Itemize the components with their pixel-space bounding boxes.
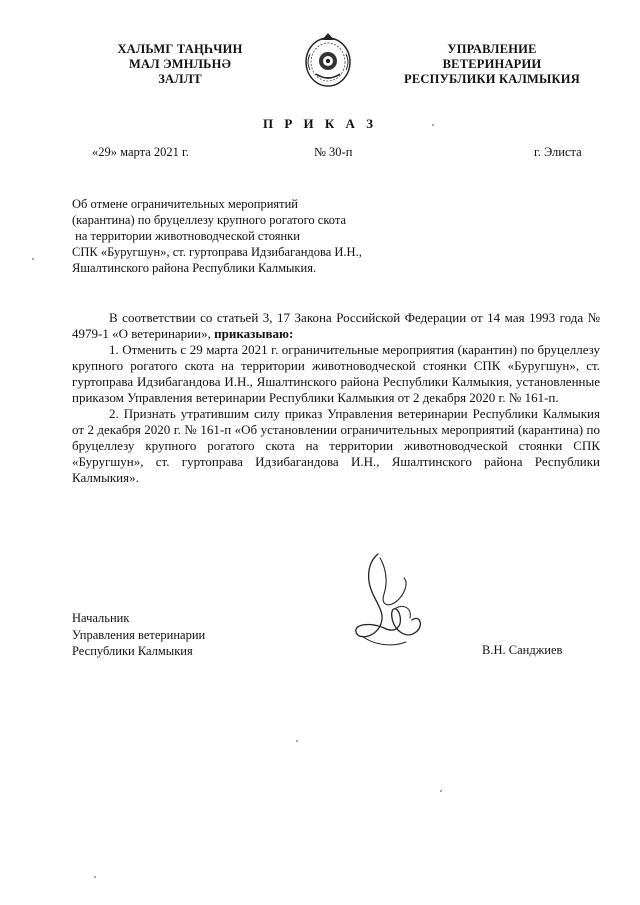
document-date: «29» марта 2021 г. bbox=[92, 145, 189, 159]
header-right-line: УПРАВЛЕНИЕ bbox=[447, 42, 537, 56]
header-left-line: МАЛ ЭМНЛЬНӘ bbox=[129, 57, 231, 71]
signatory-title-line: Начальник bbox=[72, 611, 130, 625]
coat-of-arms-emblem-icon bbox=[302, 30, 354, 90]
body-item-1: 1. Отменить с 29 марта 2021 г. ограничительные мероприятия (карантин) по бруцеллезу крупного рогатого скота на территории животноводческой стоянки СПК «Буругшун», ст. гуртоправа Идзибагандова И.Н., Яшалтинского района Республики Калмыкия, установленные приказом Управления ветеринарии Республики Калмыкия от 2 декабря 2020 г. № 161-п. bbox=[72, 342, 600, 405]
signatory-title bbox=[72, 610, 205, 660]
subject-line: Яшалтинского района Республики Калмыкия. bbox=[72, 261, 317, 275]
document-number: № 30-п bbox=[314, 145, 353, 159]
handwritten-signature-icon bbox=[350, 548, 434, 658]
subject-line: СПК «Буругшун», ст. гуртоправа Идзибагандова И.Н., bbox=[72, 245, 362, 259]
header-left-line: ХАЛЬМГ ТАҢҺЧИН bbox=[117, 42, 243, 56]
subject-line: Об отмене ограничительных мероприятий bbox=[72, 197, 299, 211]
scan-speck bbox=[94, 876, 96, 878]
scan-speck bbox=[32, 258, 34, 260]
subject-line: на территории животноводческой стоянки bbox=[72, 229, 300, 243]
preamble-text: В соответствии со статьей 3, 17 Закона Российской Федерации от 14 мая 1993 года № 4979-1 «О ветеринарии», bbox=[72, 310, 600, 341]
subject-line: (карантина) по бруцеллезу крупного рогатого скота bbox=[72, 213, 347, 227]
body-preamble bbox=[72, 310, 600, 342]
signatory-name: В.Н. Санджиев bbox=[482, 643, 563, 657]
preamble-order-word: приказываю: bbox=[214, 326, 294, 341]
body-item-2: 2. Признать утратившим силу приказ Управления ветеринарии Республики Калмыкия от 2 декабря 2020 г. № 161-п «Об установлении ограничительных мероприятий (карантина) по бруцеллезу крупного рогатого скота на территории животноводческой стоянки СПК «Буругшун», ст. гуртоправа Идзибагандова И.Н., Яшалтинского района Республики Калмыкия». bbox=[72, 406, 600, 485]
header-right-block bbox=[398, 42, 586, 87]
document-body bbox=[72, 310, 600, 486]
header-left-block bbox=[100, 42, 260, 87]
document-place: г. Элиста bbox=[534, 145, 582, 159]
header-right-line: ВЕТЕРИНАРИИ bbox=[442, 57, 542, 71]
signatory-title-line: Управления ветеринарии bbox=[72, 627, 206, 642]
signatory-title-line: Республики Калмыкия bbox=[72, 644, 193, 658]
document-type-title: П Р И К А З bbox=[262, 116, 378, 131]
scan-speck bbox=[440, 790, 442, 792]
scan-speck bbox=[432, 124, 434, 126]
header-left-line: ЗАЛЛТ bbox=[158, 72, 202, 86]
header-right-line: РЕСПУБЛИКИ КАЛМЫКИЯ bbox=[404, 72, 580, 86]
document-subject bbox=[72, 196, 362, 276]
scan-speck bbox=[296, 740, 298, 742]
